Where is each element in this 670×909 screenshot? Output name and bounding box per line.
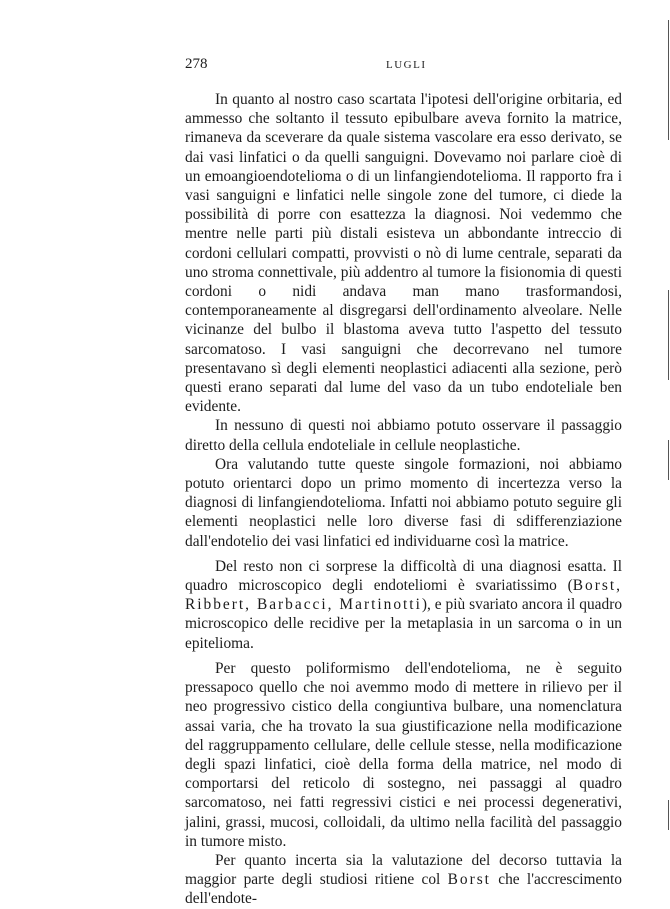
paragraph-4-text-b: ), e più svariato ancora il quadro microscopico delle recidive per la metaplasia in un sarcoma o in un epitelioma. [185,596,623,652]
paragraph-3: Ora valutando tutte queste singole formazioni, noi abbiamo potuto orientarci dopo un primo momento di incertezza verso la diagnosi di linfangiendotelioma. Infatti noi abbiamo potuto seguire gli elementi neoplastici nelle loro diverse fasi di sdifferenziazione dall'endotelio dei vasi linfatici ed individuarne così la matrice. [185,455,622,550]
paragraph-6-text-b: che l'accrescimento dell'endote- [185,871,622,908]
paragraph-4 [185,557,622,653]
paragraph-6-author: Borst [447,871,491,889]
paragraph-4-authors: Borst, Ribbert, Barbacci, Martinotti [185,577,622,614]
scan-edge-mark [668,290,669,380]
paragraph-6-text-a: Per quanto incerta sia la valutazione del decorso tuttavia la maggior parte degli studiosi ritiene col [185,851,622,889]
running-head: LUGLI [386,59,427,71]
paragraph-2: In nessuno di questi noi abbiamo potuto osservare il passaggio diretto della cellula endoteliale in cellule neoplastiche. [185,417,622,454]
scan-edge-mark [668,800,669,830]
scan-edge-mark [668,20,669,140]
page-number: 278 [185,56,208,72]
paragraph-5: Per questo poliformismo dell'endotelioma, ne è seguito pressapoco quello che noi avemmo modo di mettere in rilievo per il neo progressivo cistico della congiuntiva bulbare, una nomenclatura assai varia, che ha trovato la sua giustificazione nella modificazione del raggruppamento cellulare, delle cellule stesse, nella modificazione degli spazi linfatici, cioè della forma della matrice, nel modo di comportarsi del reticolo di sostegno, nei passaggi al quadro sarcomatoso, nei fatti regressivi cistici e nei processi degenerativi, jalini, grassi, mucosi, colloidali, da ultimo nella facilità del passaggio in tumore misto. [185,659,622,850]
scan-edge-mark [668,440,669,480]
paragraph-1: In quanto al nostro caso scartata l'ipotesi dell'origine orbitaria, ed ammesso che soltanto il tessuto epibulbare aveva fornito la matrice, rimaneva da sceverare da quale sistema vascolare era esso derivato, se dai vasi linfatici o da quelli sanguigni. Dovevamo noi parlare cioè di un emoangioendotelioma o di un linfangiendotelioma. Il rapporto fra i vasi sanguigni e linfatici nelle singole zone del tumore, ci diede la possibilità di porre con esattezza la diagnosi. Noi vedemmo che mentre nelle parti più distali esisteva un abbondante intreccio di cordoni cellulari compatti, provvisti o nò di lume centrale, separati da uno stroma connettivale, più addentro al tumore la fisionomia di questi cordoni o nidi andava man mano trasformandosi, contemporaneamente al disgregarsi dell'ordinamento alveolare. Nelle vicinanze del bulbo il blastoma aveva tutto l'aspetto del tessuto sarcomatoso. I vasi sanguigni che decorrevano nel tumore presentavano sì degli elementi neoplastici adiacenti alla sezione, però questi erano separati dal lume del vaso da un tubo endoteliale ben evidente. [185,91,622,416]
body-text [185,90,622,909]
paragraph-4-text-a: Del resto non ci sorprese la difficoltà di una diagnosi esatta. Il quadro microscopico degli endoteliomi è svariatissimo ( [185,557,622,595]
